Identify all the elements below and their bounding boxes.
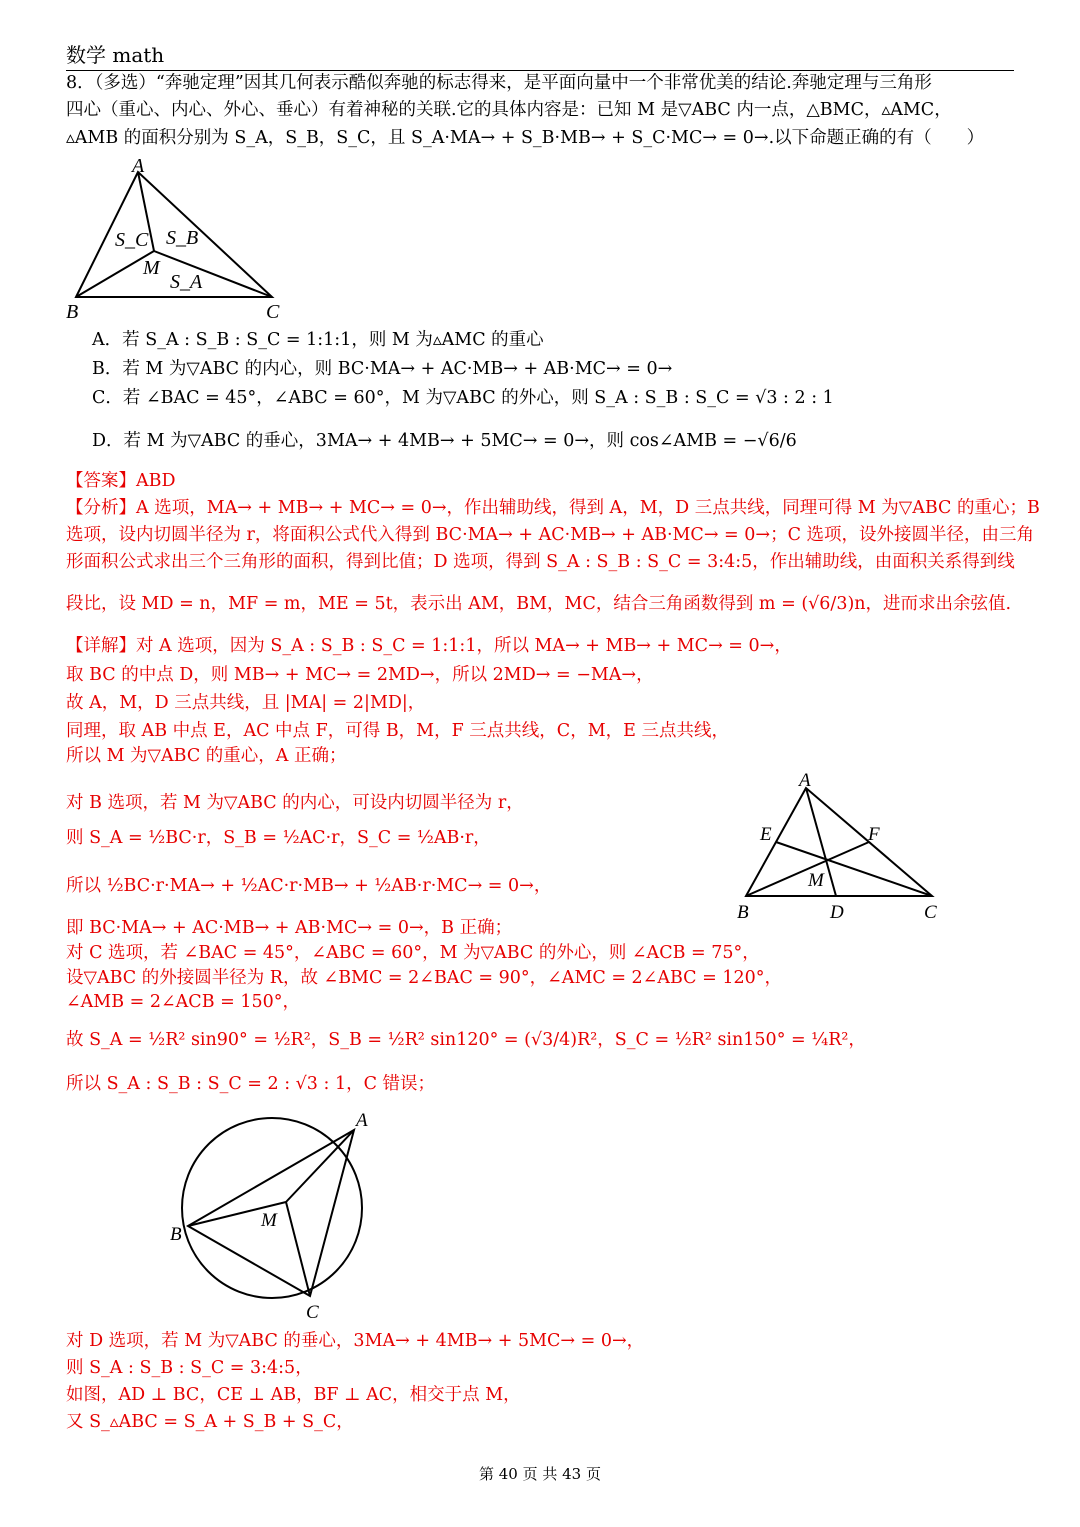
- label-D: D: [830, 902, 844, 923]
- detail-line: 所以 S_A : S_B : S_C = 2 : √3 : 1，C 错误；: [66, 1074, 436, 1094]
- option-c: C．若 ∠BAC = 45°，∠ABC = 60°，M 为▽ABC 的外心，则 S_A : S_B : S_C = √3 : 2 : 1: [92, 388, 834, 408]
- label-E: E: [760, 824, 772, 845]
- option-a: A．若 S_A : S_B : S_C = 1:1:1，则 M 为▵AMC 的重心: [92, 330, 544, 350]
- label-B: B: [170, 1224, 182, 1245]
- detail-line: 对 B 选项，若 M 为▽ABC 的内心，可设内切圆半径为 r，: [66, 793, 524, 813]
- label-F: F: [868, 824, 880, 845]
- detail-line: 对 C 选项，若 ∠BAC = 45°，∠ABC = 60°，M 为▽ABC 的外心，则 ∠ACB = 75°，: [66, 943, 760, 963]
- detail-line: 故 A，M，D 三点共线，且 |MA| = 2|MD|，: [66, 693, 426, 713]
- detail-line: 则 S_A = ½BC·r，S_B = ½AC·r，S_C = ½AB·r，: [66, 828, 491, 848]
- label-C: C: [266, 301, 280, 323]
- detail-line: 故 S_A = ½R² sin90° = ½R²，S_B = ½R² sin120° = (√3/4)R²，S_C = ½R² sin150° = ¼R²，: [66, 1030, 866, 1050]
- figure-benz-triangle: [60, 152, 300, 324]
- label-M: M: [143, 257, 160, 279]
- question-line: 四心（重心、内心、外心、垂心）有着神秘的关联.它的具体内容是：已知 M 是▽ABC 内一点，△BMC，▵AMC，: [66, 100, 952, 120]
- detail-line: 对 D 选项，若 M 为▽ABC 的垂心，3MA→ + 4MB→ + 5MC→ = 0→，: [66, 1331, 645, 1351]
- detail-line: 取 BC 的中点 D，则 MB→ + MC→ = 2MD→，所以 2MD→ = −MA→，: [66, 665, 654, 685]
- page-header: 数学 math: [66, 40, 1014, 71]
- figure-centroid-triangle: [732, 768, 952, 924]
- page-footer: 第 40 页 共 43 页: [478, 1465, 601, 1483]
- label-M: M: [808, 870, 824, 891]
- detail-line: 设▽ABC 的外接圆半径为 R，故 ∠BMC = 2∠BAC = 90°，∠AMC = 2∠ABC = 120°，: [66, 968, 782, 988]
- label-A: A: [356, 1110, 368, 1131]
- detail-line: 即 BC·MA→ + AC·MB→ + AB·MC→ = 0→，B 正确；: [66, 918, 513, 938]
- detail-line: 所以 M 为▽ABC 的重心，A 正确；: [66, 746, 347, 766]
- detail-line: 又 S_▵ABC = S_A + S_B + S_C，: [66, 1412, 354, 1432]
- analysis-line: 段比，设 MD = n，MF = m，ME = 5t，表示出 AM，BM，MC，结合三角函数得到 m = (√6/3)n，进而求出余弦值.: [66, 594, 1012, 614]
- label-C: C: [306, 1302, 319, 1323]
- question-line: ▵AMB 的面积分别为 S_A，S_B，S_C，且 S_A·MA→ + S_B·MB→ + S_C·MC→ = 0→.以下命题正确的有（ ）: [66, 128, 985, 148]
- option-d: D．若 M 为▽ABC 的垂心，3MA→ + 4MB→ + 5MC→ = 0→，则 cos∠AMB = −√6/6: [92, 431, 797, 451]
- label-A: A: [799, 770, 811, 791]
- question-line: 8．（多选）“奔驰定理”因其几何表示酷似奔驰的标志得来，是平面向量中一个非常优美的结论.奔驰定理与三角形: [66, 73, 932, 93]
- detail-line: 【详解】对 A 选项，因为 S_A : S_B : S_C = 1:1:1，所以 MA→ + MB→ + MC→ = 0→，: [66, 636, 792, 656]
- option-b: B．若 M 为▽ABC 的内心，则 BC·MA→ + AC·MB→ + AB·MC→ = 0→: [92, 359, 673, 379]
- figure-circumcircle: [160, 1102, 390, 1328]
- label-SC: S_C: [115, 229, 149, 251]
- label-SB: S_B: [166, 227, 199, 249]
- label-B: B: [66, 301, 79, 323]
- analysis-line: 选项，设内切圆半径为 r，将面积公式代入得到 BC·MA→ + AC·MB→ + AB·MC→ = 0→；C 选项，设外接圆半径，由三角: [66, 525, 1035, 545]
- label-A: A: [132, 155, 145, 177]
- detail-line: ∠AMB = 2∠ACB = 150°，: [66, 992, 300, 1012]
- answer-line: 【答案】ABD: [66, 471, 176, 491]
- label-C: C: [924, 902, 937, 923]
- analysis-line: 形面积公式求出三个三角形的面积，得到比值；D 选项，得到 S_A : S_B : S_C = 3:4:5，作出辅助线，由面积关系得到线: [66, 552, 1015, 572]
- detail-line: 则 S_A : S_B : S_C = 3:4:5，: [66, 1358, 313, 1378]
- label-M: M: [261, 1210, 277, 1231]
- label-B: B: [737, 902, 749, 923]
- detail-line: 所以 ½BC·r·MA→ + ½AC·r·MB→ + ½AB·r·MC→ = 0→，: [66, 876, 552, 896]
- detail-line: 同理，取 AB 中点 E，AC 中点 F，可得 B，M，F 三点共线，C，M，E 三点共线，: [66, 721, 729, 741]
- detail-line: 如图，AD ⊥ BC，CE ⊥ AB，BF ⊥ AC，相交于点 M，: [66, 1385, 521, 1405]
- analysis-line: 【分析】A 选项，MA→ + MB→ + MC→ = 0→，作出辅助线，得到 A，M，D 三点共线，同理可得 M 为▽ABC 的重心；B: [66, 498, 1040, 518]
- label-SA: S_A: [170, 271, 203, 293]
